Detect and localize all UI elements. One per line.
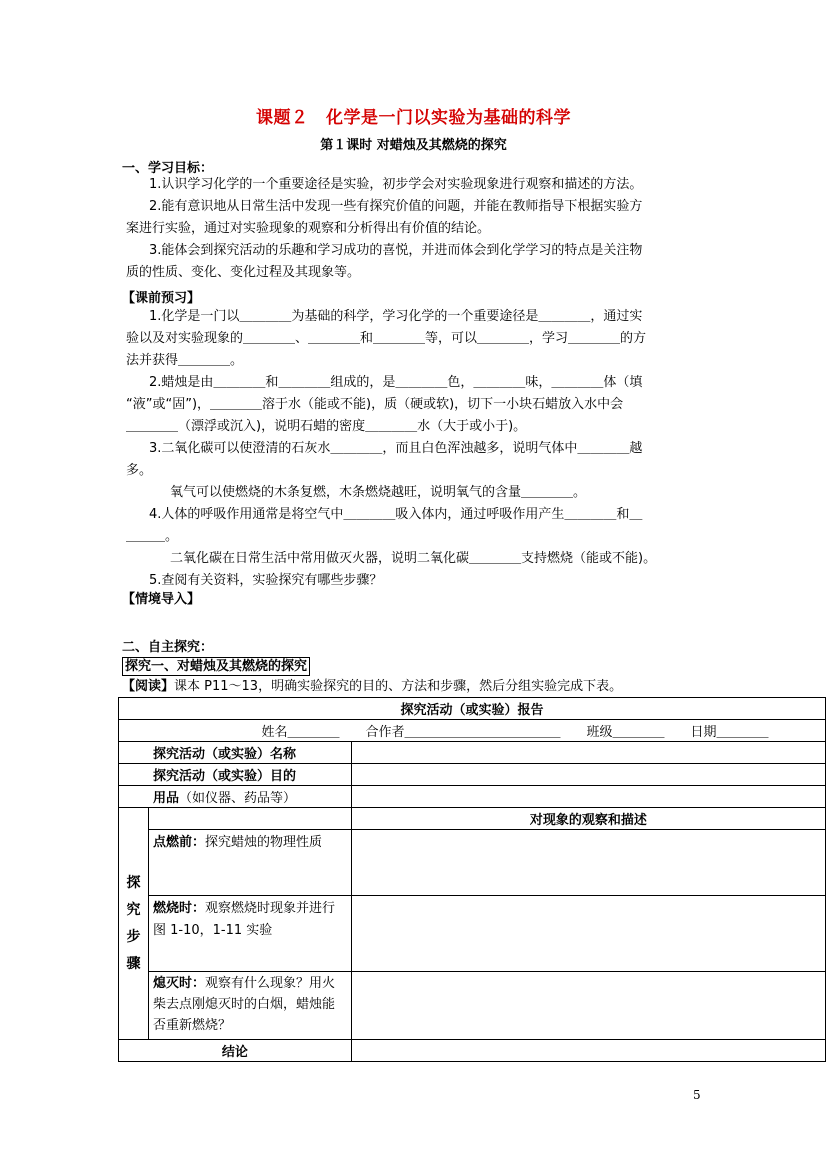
preview-line-8: 多。 — [126, 463, 153, 478]
step-before-lighting-observation[interactable] — [351, 830, 825, 896]
objective-line-4: 3.能体会到探究活动的乐趣和学习成功的喜悦，并进而体会到化学学习的特点是关注物 — [149, 243, 643, 258]
preview-line-5: “液”或“固”)，＿＿＿＿溶于水（能或不能)，质（硬或软)，切下一小块石蜡放入水中会 — [126, 397, 624, 412]
activity-name-field[interactable] — [351, 742, 825, 764]
step-while-burning-observation[interactable] — [351, 896, 825, 972]
explore-one-title: 探究一、对蜡烛及其燃烧的探究 — [122, 655, 310, 674]
reading-instruction — [122, 676, 622, 698]
preview-line-4: 2.蜡烛是由＿＿＿＿和＿＿＿＿组成的，是＿＿＿＿色，＿＿＿＿味，＿＿＿＿体（填 — [149, 375, 643, 390]
preview-line-1: 1.化学是一门以＿＿＿＿为基础的科学，学习化学的一个重要途径是＿＿＿＿，通过实 — [149, 309, 643, 324]
preview-line-3: 法并获得＿＿＿＿。 — [126, 353, 244, 368]
supplies-field[interactable] — [351, 786, 825, 808]
observation-header: 对现象的观察和描述 — [351, 808, 825, 830]
preview-line-6: ＿＿＿＿（漂浮或沉入)，说明石蜡的密度＿＿＿＿水（大于或小于)。 — [126, 419, 527, 434]
preview-line-2: 验以及对实验现象的＿＿＿＿、＿＿＿＿和＿＿＿＿等，可以＿＿＿＿，学习＿＿＿＿的方 — [126, 331, 647, 346]
steps-header-blank — [148, 808, 351, 830]
preview-line-11: ＿＿＿。 — [126, 529, 179, 544]
lesson-subtitle: 第１课时 对蜡烛及其燃烧的探究 — [320, 138, 507, 153]
reading-tag: 【阅读】 — [122, 679, 175, 694]
report-name-line: 姓名＿＿＿＿ 合作者＿＿＿＿＿＿＿＿＿＿＿＿ 班级＿＿＿＿ 日期＿＿＿＿ — [119, 720, 826, 742]
objective-line-5: 质的性质、变化、变化过程及其现象等。 — [126, 265, 361, 280]
reading-text: 课本 P11～13，明确实验探究的目的、方法和步骤，然后分组实验完成下表。 — [174, 679, 623, 694]
page-title: 课题２ 化学是一门以实验为基础的科学 — [256, 108, 571, 128]
step-after-extinguishing-observation[interactable] — [351, 972, 825, 1040]
page-number: 5 — [693, 1088, 701, 1102]
preview-line-9: 氧气可以使燃烧的木条复燃，木条燃烧越旺，说明氧气的含量＿＿＿＿。 — [170, 485, 587, 500]
conclusion-label: 结论 — [119, 1040, 352, 1062]
preview-line-12: 二氧化碳在日常生活中常用做灭火器，说明二氧化碳＿＿＿＿支持燃烧（能或不能)。 — [170, 551, 657, 566]
experiment-report-table — [118, 697, 826, 1062]
objective-line-2: 2.能有意识地从日常生活中发现一些有探究价值的问题，并能在教师指导下根据实验方 — [149, 199, 643, 214]
section-objectives-heading: 一、学习目标： — [122, 161, 214, 176]
step-before-lighting: 点燃前：探究蜡烛的物理性质 — [148, 830, 351, 896]
step-after-extinguishing: 熄灭时：观察有什么现象？用火柴去点刚熄灭时的白烟，蜡烛能否重新燃烧？ — [148, 972, 351, 1040]
step-while-burning: 燃烧时：观察燃烧时现象并进行图 1-10，1-11 实验 — [148, 896, 351, 972]
objective-line-3: 案进行实验，通过对实验现象的观察和分析得出有价值的结论。 — [126, 221, 491, 236]
preview-line-10: 4.人体的呼吸作用通常是将空气中＿＿＿＿吸入体内，通过呼吸作用产生＿＿＿＿和＿ — [149, 507, 643, 522]
preview-heading: 【课前预习】 — [122, 291, 201, 306]
supplies-note: （如仪器、药品等） — [179, 791, 297, 806]
preview-line-13: 5.查阅有关资料，实验探究有哪些步骤？ — [149, 573, 383, 588]
report-title: 探究活动（或实验）报告 — [119, 698, 826, 720]
supplies-label: 用品 — [153, 791, 180, 806]
objective-line-1: 1.认识学习化学的一个重要途径是实验，初步学会对实验现象进行观察和描述的方法。 — [149, 177, 643, 192]
report-row-supplies — [119, 786, 352, 808]
report-row-activity-name: 探究活动（或实验）名称 — [119, 742, 352, 764]
activity-purpose-field[interactable] — [351, 764, 825, 786]
preview-line-7: 3.二氧化碳可以使澄清的石灰水＿＿＿＿，而且白色浑浊越多，说明气体中＿＿＿＿越 — [149, 441, 643, 456]
conclusion-field[interactable] — [351, 1040, 825, 1062]
self-explore-heading: 二、自主探究： — [122, 640, 214, 655]
scenario-heading: 【情境导入】 — [122, 592, 201, 607]
report-row-activity-purpose: 探究活动（或实验）目的 — [119, 764, 352, 786]
steps-label: 探 究 步 骤 — [119, 808, 149, 1040]
